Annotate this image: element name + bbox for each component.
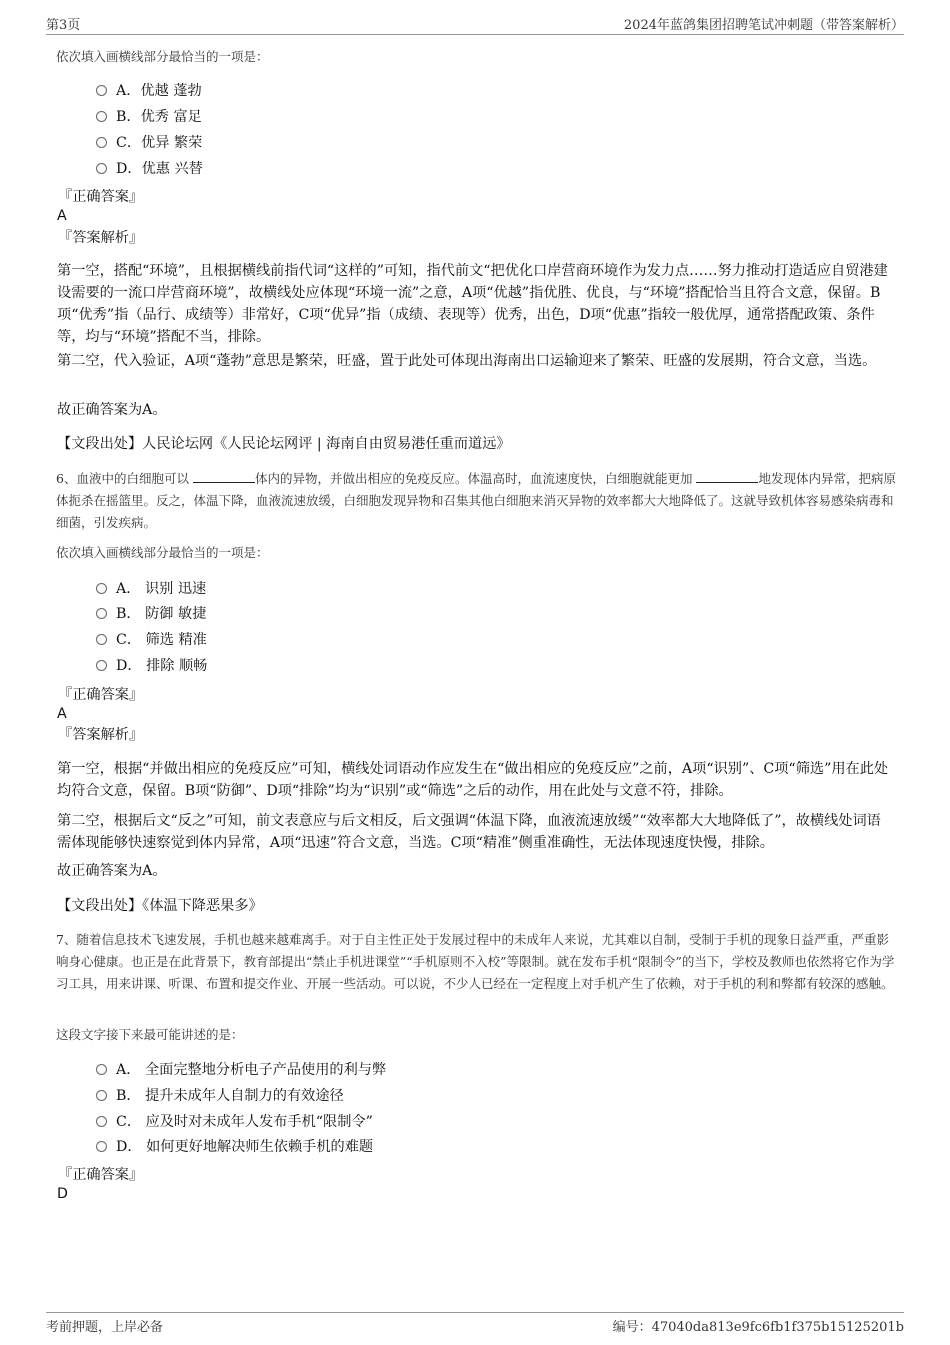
q6-analysis-label: 『答案解析』 [58,727,144,743]
q7-stem: 7、随着信息技术飞速发展，手机也越来越难离手。对于自主性正处于发展过程中的未成年人来说，尤其难以自制，受制于手机的现象日益严重，严重影响身心健康。也正是在此背景下，教育部提出“禁止手机进课堂”“手机原则不入校”等限制。就在发布手机“限制令”的当下，学校及教师也依然将它作为学习工具，用来讲课、听课、布置和提交作业、开展一些活动。可以说，不少人已经在一定程度上对手机产生了依赖，对于手机的利和弊都有较深的感触。 [56,932,895,991]
q5-option-b[interactable]: B．优秀 富足 [96,106,202,128]
q5-option-a[interactable]: A．优越 蓬勃 [96,80,202,102]
radio-icon[interactable] [96,137,107,148]
q5-answer: A [57,208,67,224]
q6-instruction: 依次填入画横线部分最恰当的一项是： [56,545,269,560]
q6-option-c[interactable]: C． 筛选 精准 [96,629,207,651]
q7-answer: D [57,1186,68,1202]
q5-instruction: 依次填入画横线部分最恰当的一项是： [56,49,269,64]
q6-conclusion: 故正确答案为A。 [57,863,167,879]
radio-icon[interactable] [96,634,107,645]
q6-option-d[interactable]: D． 排除 顺畅 [96,655,207,677]
q6-analysis-p1: 第一空，根据“并做出相应的免疫反应”可知，横线处词语动作应发生在“做出相应的免疫反应”之前，A项“识别”、C项“筛选”用在此处均符合文意，保留。B项“防御”、D项“排除”均为“识别”或“筛选”之后的动作，用在此处与文意不符，排除。 [57,761,889,799]
radio-icon[interactable] [96,608,107,619]
q5-source: 【文段出处】人民论坛网《人民论坛网评 | 海南自由贸易港任重而道远》 [57,436,511,452]
q6-stem: 6、血液中的白细胞可以 体内的异物，并做出相应的免疫反应。体温高时，血流速度快，白细胞就能更加 地发现体内异常，把病原体扼杀在摇篮里。反之，体温下降，血液流速放缓，白细胞发现异物和召集其他白细胞来消灭异物的效率都大大地降低了。这就导致机体容易感染病毒和细菌，引发疾病。 [56,471,896,530]
q6-option-a[interactable]: A． 识别 迅速 [96,578,206,600]
q5-analysis-label: 『答案解析』 [58,230,144,246]
page-header [46,14,904,35]
q5-option-c[interactable]: C．优异 繁荣 [96,132,202,154]
blank-line [193,470,255,483]
radio-icon[interactable] [96,1116,107,1127]
radio-icon[interactable] [96,1064,107,1075]
document-title: 2024年蓝鸽集团招聘笔试冲刺题（带答案解析） [623,18,904,33]
footer-slogan: 考前押题，上岸必备 [46,1320,164,1335]
radio-icon[interactable] [96,1141,107,1152]
q5-answer-label: 『正确答案』 [58,189,144,205]
q5-conclusion: 故正确答案为A。 [57,402,167,418]
radio-icon[interactable] [96,111,107,122]
q7-option-b[interactable]: B． 提升未成年人自制力的有效途径 [96,1085,344,1107]
radio-icon[interactable] [96,660,107,671]
q7-option-c[interactable]: C． 应及时对未成年人发布手机“限制令” [96,1111,373,1133]
q6-answer: A [57,706,67,722]
q6-analysis-p2: 第二空，根据后文“反之”可知，前文表意应与后文相反，后文强调“体温下降，血液流速放缓”“效率都大大地降低了”，故横线处词语需体现能够快速察觉到体内异常，A项“迅速”符合文意，当选。C项“精准”侧重准确性，无法体现速度快慢，排除。 [57,813,881,851]
q5-analysis-p1: 第一空，搭配“环境”，且根据横线前指代词“这样的”可知，指代前文“把优化口岸营商环境作为发力点……努力推动打造适应自贸港建设需要的一流口岸营商环境”，故横线处应体现“环境一流”之意，A项“优越”指优胜、优良，与“环境”搭配恰当且符合文意，保留。B项“优秀”指（品行、成绩等）非常好，C项“优异”指（成绩、表现等）优秀，出色，D项“优惠”指较一般优厚，通常搭配政策、条件等，均与“环境”搭配不当，排除。 [57,263,888,345]
document-id: 编号：47040da813e9fc6fb1f375b15125201b [612,1320,904,1335]
q7-option-d[interactable]: D． 如何更好地解决师生依赖手机的难题 [96,1136,373,1158]
blank-line [696,470,758,483]
q5-option-d[interactable]: D．优惠 兴替 [96,158,203,180]
q7-answer-label: 『正确答案』 [58,1167,144,1183]
q7-option-a[interactable]: A． 全面完整地分析电子产品使用的利与弊 [96,1059,386,1081]
radio-icon[interactable] [96,1090,107,1101]
q5-analysis-p2: 第二空，代入验证，A项“蓬勃”意思是繁荣，旺盛，置于此处可体现出海南出口运输迎来了繁荣、旺盛的发展期，符合文意，当选。 [57,353,877,369]
radio-icon[interactable] [96,163,107,174]
q6-source: 【文段出处】《体温下降恶果多》 [57,898,263,914]
q6-option-b[interactable]: B． 防御 敏捷 [96,603,206,625]
q6-answer-label: 『正确答案』 [58,687,144,703]
q7-instruction: 这段文字接下来最可能讲述的是： [56,1027,244,1042]
radio-icon[interactable] [96,583,107,594]
radio-icon[interactable] [96,85,107,96]
page-number: 第3页 [46,18,81,33]
page-footer [46,1312,904,1335]
